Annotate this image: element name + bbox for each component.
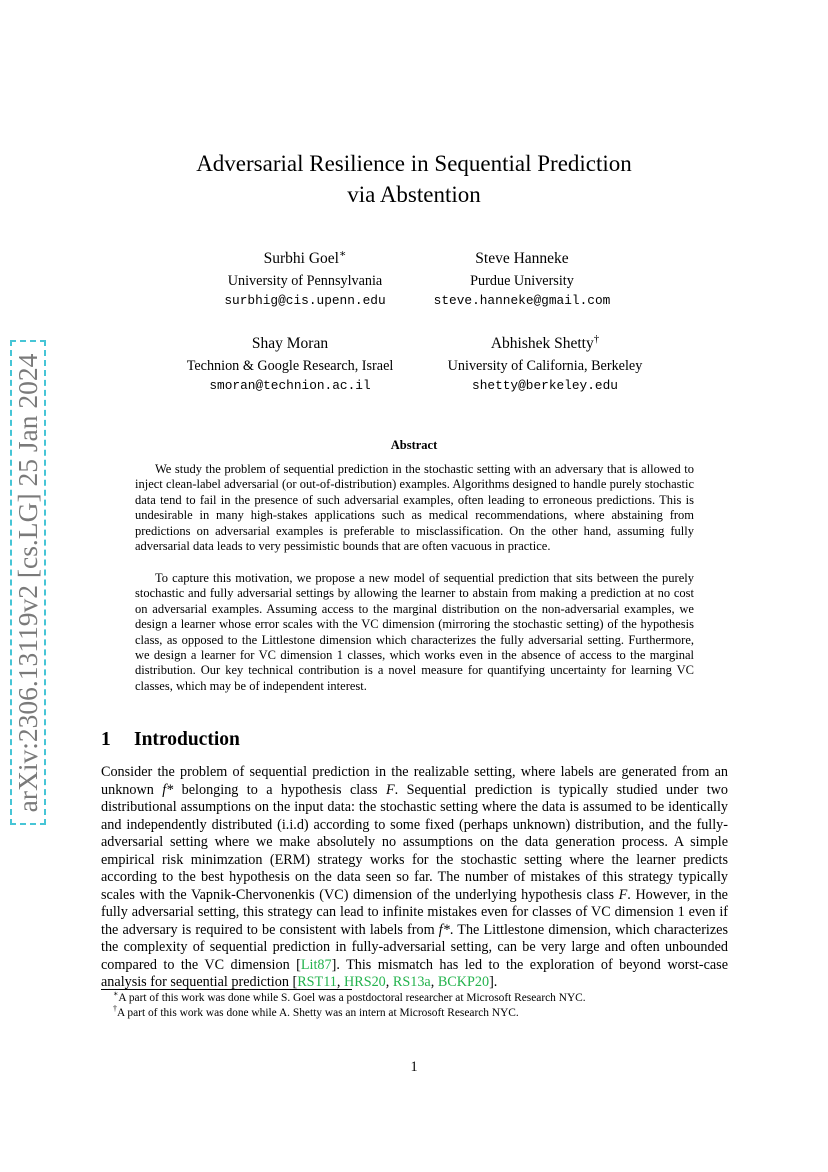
citation-link[interactable]: BCKP20 bbox=[437, 974, 490, 990]
page-number: 1 bbox=[410, 1059, 418, 1075]
math-hypothesis-class: F bbox=[385, 781, 395, 798]
author-email: smoran@technion.ac.il bbox=[209, 378, 371, 393]
citation-link[interactable]: HRS20 bbox=[343, 974, 386, 990]
footnote-2: †A part of this work was done while A. Shetty was an intern at Microsoft Research NYC. bbox=[113, 1003, 519, 1019]
citation-link[interactable]: Lit87 bbox=[300, 956, 332, 973]
citation-link[interactable]: RST11 bbox=[297, 974, 337, 990]
author-email: surbhig@cis.upenn.edu bbox=[224, 293, 386, 308]
title-line-2: via Abstention bbox=[347, 182, 481, 207]
author-affiliation: Technion & Google Research, Israel bbox=[186, 358, 394, 374]
footnote-rule bbox=[101, 989, 352, 990]
author-email: steve.hanneke@gmail.com bbox=[433, 293, 611, 308]
arxiv-identifier: arXiv:2306.13119v2 [cs.LG] 25 Jan 2024 bbox=[12, 353, 43, 812]
citation-link[interactable]: RS13a bbox=[392, 974, 431, 990]
author-affiliation: University of Pennsylvania bbox=[227, 273, 383, 289]
author-block-hanneke bbox=[372, 249, 672, 311]
author-name: Shay Moran bbox=[251, 335, 329, 352]
arxiv-identifier-box bbox=[10, 340, 46, 825]
author-name: Steve Hanneke bbox=[475, 250, 569, 267]
section-title: Introduction bbox=[134, 729, 240, 750]
abstract-heading: Abstract bbox=[390, 438, 438, 452]
abstract-paragraph-2: To capture this motivation, we propose a new model of sequential prediction that sits between the purely stochastic and fully adversarial settings by allowing the learner to abstain from making a prediction at no cost on adversarial examples. Assuming access to the marginal distribution on the non-adversarial examples, we design a learner whose error scales with the VC dimension (mirroring the stochastic setting) of the hypothesis class, as opposed to the Littlestone dimension which characterizes the fully adversarial setting. Furthermore, we design a learner for VC dimension 1 classes, which works even in the absence of access to the marginal distribution. Our key technical contribution is a novel measure for quantifying uncertainty for learning VC classes, which may be of independent interest. bbox=[135, 571, 694, 693]
math-hypothesis-class: F bbox=[618, 886, 628, 903]
author-name: Surbhi Goel∗ bbox=[263, 247, 347, 267]
footnote-1: ∗A part of this work was done while S. Goel was a postdoctoral researcher at Microsoft Research NYC. bbox=[113, 989, 586, 1004]
introduction-paragraph: Consider the problem of sequential prediction in the realizable setting, where labels are generated from an unknown f* belonging to a hypothesis class F. Sequential prediction is typically studied under two distributional assumptions on the input data: the stochastic setting where the data is assumed to be identically and independently distributed (i.i.d) according to some fixed (perhaps unknown) distribution, and the fully-adversarial setting where we make absolutely no assumptions on the data generation process. A simple empirical risk minimzation (ERM) strategy works for the stochastic setting where the learner predicts according to the best hypothesis on the data seen so far. The number of mistakes of this strategy typically scales with the Vapnik-Chervonenkis (VC) dimension of the underlying hypothesis class F. However, in the fully adversarial setting, this strategy can lead to infinite mistakes even for classes of VC dimension 1 even if the adversary is required to be consistent with labels from f*. The Littlestone dimension, which characterizes the complexity of sequential prediction in fully-adversarial setting, can be very large and often unbounded compared to the VC dimension [Lit87]. This mismatch has led to the exploration of beyond worst-case analysis for sequential prediction [RST11, HRS20, RS13a, BCKP20]. bbox=[101, 764, 728, 990]
section-number: 1 bbox=[101, 729, 111, 750]
author-email: shetty@berkeley.edu bbox=[472, 378, 618, 393]
title-line-1: Adversarial Resilience in Sequential Prediction bbox=[196, 151, 632, 176]
author-affiliation: University of California, Berkeley bbox=[447, 358, 643, 374]
author-block-shetty bbox=[395, 334, 695, 396]
math-f-star: f* bbox=[438, 921, 450, 938]
abstract-paragraph-1: We study the problem of sequential prediction in the stochastic setting with an adversary that is allowed to inject clean-label adversarial (or out-of-distribution) examples. Algorithms designed to handle purely stochastic data tend to fail in the presence of such adversarial examples, often leading to erroneous predictions. This is undesirable in many high-stakes applications such as medical recommendations, where abstaining from predictions on adversarial examples is preferable to misclassification. On the other hand, assuming fully adversarial data leads to very pessimistic bounds that are often vacuous in practice. bbox=[135, 462, 694, 554]
author-affiliation: Purdue University bbox=[470, 273, 574, 289]
footnotes bbox=[101, 991, 728, 1020]
author-name: Abhishek Shetty† bbox=[490, 332, 600, 352]
paper-title bbox=[120, 148, 708, 210]
math-f-star: f* bbox=[162, 781, 174, 798]
section-heading bbox=[101, 729, 240, 751]
